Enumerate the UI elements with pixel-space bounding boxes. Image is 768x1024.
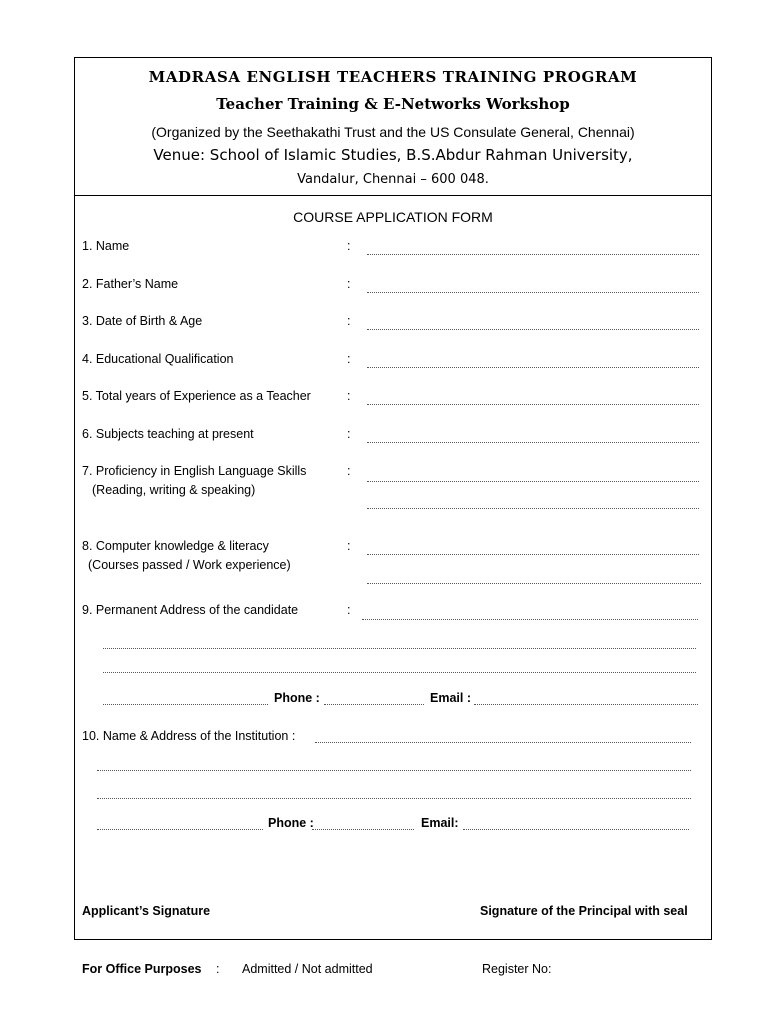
institution-field-line-3[interactable]	[97, 798, 691, 799]
qualification-colon: :	[347, 352, 351, 366]
header-divider	[74, 195, 712, 196]
form-title: COURSE APPLICATION FORM	[293, 209, 493, 225]
fathers-name-colon: :	[347, 277, 351, 291]
candidate-phone-label: Phone :	[274, 691, 320, 705]
dob-age-colon: :	[347, 314, 351, 328]
venue-line-2: Vandalur, Chennai – 600 048.	[297, 172, 489, 187]
institution-field-line-2[interactable]	[97, 770, 691, 771]
experience-colon: :	[347, 389, 351, 403]
organizer-line: (Organized by the Seethakathi Trust and the US Consulate General, Chennai)	[151, 124, 635, 140]
computer-knowledge-colon: :	[347, 539, 351, 553]
candidate-phone-field[interactable]	[324, 704, 424, 705]
name-label: 1. Name	[82, 239, 130, 253]
venue-line-1: Venue: School of Islamic Studies, B.S.Abdur Rahman University,	[153, 146, 633, 164]
english-proficiency-label: 7. Proficiency in English Language Skills	[82, 464, 307, 478]
institution-email-field[interactable]	[463, 829, 689, 830]
candidate-email-field[interactable]	[474, 704, 698, 705]
permanent-address-field-line-1[interactable]	[362, 619, 698, 620]
form-border	[74, 57, 712, 940]
admission-status: Admitted / Not admitted	[242, 962, 373, 976]
permanent-address-label: 9. Permanent Address of the candidate	[82, 603, 299, 617]
office-purposes-colon: :	[216, 962, 220, 976]
program-title: MADRASA ENGLISH TEACHERS TRAINING PROGRAM	[148, 68, 638, 86]
english-proficiency-colon: :	[347, 464, 351, 478]
principal-signature-label: Signature of the Principal with seal	[480, 904, 688, 918]
subjects-colon: :	[347, 427, 351, 441]
candidate-email-label: Email :	[430, 691, 471, 705]
permanent-address-field-line-4[interactable]	[103, 704, 268, 705]
qualification-label: 4. Educational Qualification	[82, 352, 234, 366]
computer-knowledge-label: 8. Computer knowledge & literacy	[82, 539, 269, 553]
permanent-address-field-line-2[interactable]	[103, 648, 696, 649]
institution-field-line-1[interactable]	[315, 742, 691, 743]
experience-label: 5. Total years of Experience as a Teacher	[82, 389, 311, 403]
dob-age-field[interactable]	[367, 329, 699, 330]
office-purposes-label: For Office Purposes	[82, 962, 202, 976]
institution-phone-label: Phone :	[268, 816, 314, 830]
english-proficiency-sublabel: (Reading, writing & speaking)	[92, 483, 256, 497]
dob-age-label: 3. Date of Birth & Age	[82, 314, 203, 328]
name-colon: :	[347, 239, 351, 253]
english-proficiency-field-line-1[interactable]	[367, 481, 699, 482]
institution-email-label: Email:	[421, 816, 459, 830]
workshop-title: Teacher Training & E-Networks Workshop	[216, 95, 570, 113]
fathers-name-label: 2. Father’s Name	[82, 277, 179, 291]
register-number-label: Register No:	[482, 962, 552, 976]
subjects-label: 6. Subjects teaching at present	[82, 427, 254, 441]
permanent-address-field-line-3[interactable]	[103, 672, 696, 673]
experience-field[interactable]	[367, 404, 699, 405]
institution-field-line-4[interactable]	[97, 829, 263, 830]
permanent-address-colon: :	[347, 603, 351, 617]
institution-phone-field[interactable]	[312, 829, 414, 830]
subjects-field[interactable]	[367, 442, 699, 443]
computer-knowledge-field-line-1[interactable]	[367, 554, 699, 555]
qualification-field[interactable]	[367, 367, 699, 368]
computer-knowledge-field-line-2[interactable]	[367, 583, 701, 584]
fathers-name-field[interactable]	[367, 292, 699, 293]
name-field[interactable]	[367, 254, 699, 255]
computer-knowledge-sublabel: (Courses passed / Work experience)	[88, 558, 291, 572]
applicant-signature-label: Applicant’s Signature	[82, 904, 211, 918]
english-proficiency-field-line-2[interactable]	[367, 508, 699, 509]
institution-label: 10. Name & Address of the Institution :	[82, 729, 296, 743]
